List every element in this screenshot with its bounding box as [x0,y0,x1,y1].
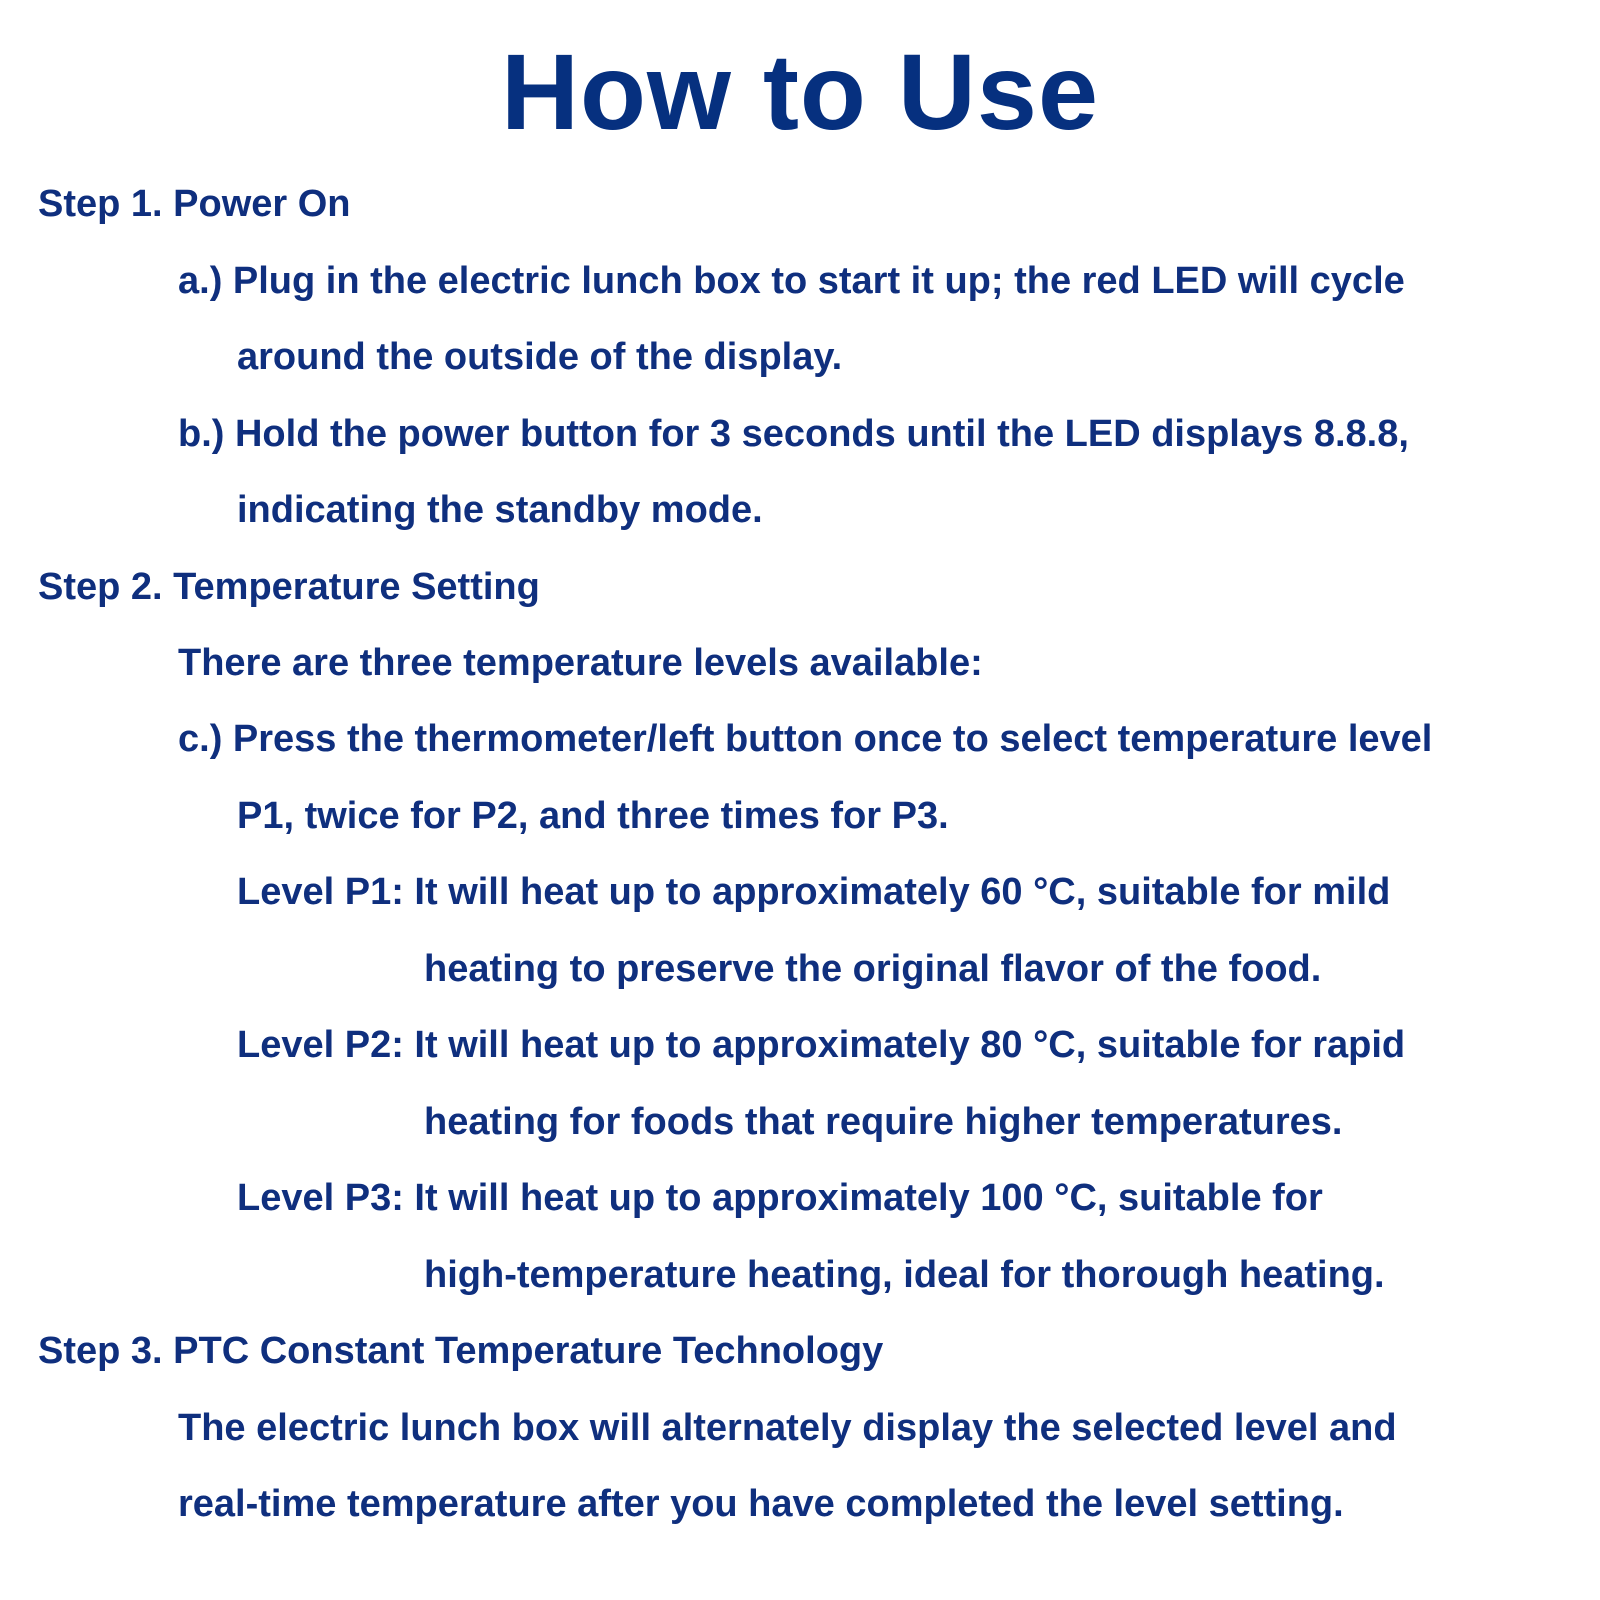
level-p1-line1: Level P1: It will heat up to approximately 60 °C, suitable for mild [237,871,1391,913]
step2-c-line1: c.) Press the thermometer/left button once to select temperature level [178,718,1433,760]
level-p2-line1: Level P2: It will heat up to approximately 80 °C, suitable for rapid [237,1024,1406,1066]
step2-intro: There are three temperature levels available: [178,642,983,684]
level-p1-line2: heating to preserve the original flavor of the food. [424,948,1322,990]
level-p2-line2: heating for foods that require higher temperatures. [424,1101,1343,1143]
step3-line1: The electric lunch box will alternately display the selected level and [178,1407,1397,1449]
step1-heading: Step 1. Power On [38,183,351,225]
step1-a-line1: a.) Plug in the electric lunch box to start it up; the red LED will cycle [178,260,1405,302]
page-title: How to Use [500,31,1100,152]
step1-b-line2: indicating the standby mode. [237,489,763,531]
step3-line2: real-time temperature after you have completed the level setting. [178,1483,1344,1525]
level-p3-line1: Level P3: It will heat up to approximately 100 °C, suitable for [237,1177,1323,1219]
step2-c-line2: P1, twice for P2, and three times for P3. [237,795,949,837]
step3-heading: Step 3. PTC Constant Temperature Technology [38,1330,884,1372]
step1-a-line2: around the outside of the display. [237,336,843,378]
level-p3-line2: high-temperature heating, ideal for thorough heating. [424,1254,1385,1296]
step2-heading: Step 2. Temperature Setting [38,566,540,608]
step1-b-line1: b.) Hold the power button for 3 seconds until the LED displays 8.8.8, [178,413,1409,455]
